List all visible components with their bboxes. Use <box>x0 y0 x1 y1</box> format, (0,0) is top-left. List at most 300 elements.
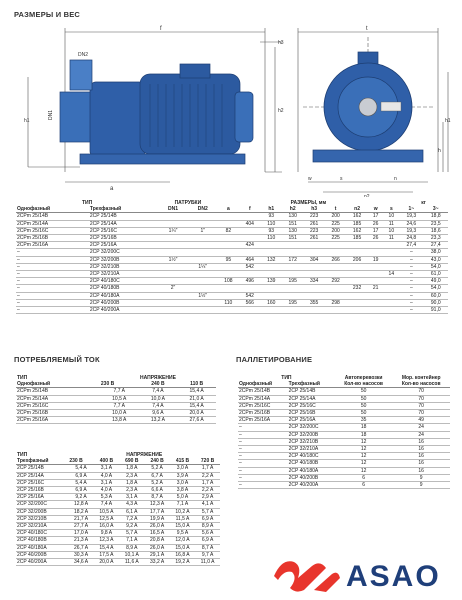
dims-cell: 151 <box>282 235 303 242</box>
dims-cell <box>239 213 260 220</box>
cur3-cell: 11,0 A <box>195 559 220 566</box>
dims-cell <box>282 292 303 299</box>
dims-cell <box>188 256 218 263</box>
cur1-cell: 2CPm 25/14B <box>16 388 100 395</box>
dims-cell <box>282 249 303 256</box>
dims-cell <box>158 299 188 306</box>
cur1-cell: 7,4 A <box>139 402 178 409</box>
dims-cell: – <box>399 271 423 278</box>
cur3-cell: 16,8 A <box>170 551 195 558</box>
cur3-cell: 8,7 A <box>195 544 220 551</box>
pal-row <box>238 424 450 431</box>
dims-cell: 38,0 <box>424 249 448 256</box>
cur3-cell: 17,0 A <box>68 530 93 537</box>
dims-cell <box>303 292 324 299</box>
pal-row <box>238 388 450 395</box>
cur3-row <box>16 559 220 566</box>
cur3-cell: 12,3 A <box>144 501 169 508</box>
dims-cell: 2CP 40/200B <box>89 299 158 306</box>
cur3-cell: 21,7 A <box>68 515 93 522</box>
dims-col-header: h3 <box>303 206 324 213</box>
dims-cell: 90,0 <box>424 299 448 306</box>
pal-cell: 9 <box>392 482 450 489</box>
pal-row <box>238 474 450 481</box>
asao-logo <box>268 548 458 596</box>
pallet-section-title: ПАЛЛЕТИРОВАНИЕ <box>236 355 313 364</box>
dims-cell: 223 <box>303 213 324 220</box>
dims-cell: 10 <box>383 213 399 220</box>
dims-cell: 18,8 <box>424 213 448 220</box>
pal-cell: – <box>238 424 288 431</box>
pal-cell: 18 <box>335 431 393 438</box>
dims-cell: 2CP 32/210B <box>89 263 158 270</box>
dims-cell: 2CPm 25/14A <box>16 220 89 227</box>
dims-cell <box>158 220 188 227</box>
dims-cell <box>239 271 260 278</box>
cur3-cell: 7,1 A <box>119 537 144 544</box>
dims-cell: 200 <box>325 227 346 234</box>
dims-row <box>16 213 448 220</box>
dims-cell <box>261 271 282 278</box>
dims-cell: 404 <box>239 220 260 227</box>
dims-cell <box>188 242 218 249</box>
cur3-cell: 7,2 A <box>119 515 144 522</box>
dims-cell <box>383 249 399 256</box>
dims-cell <box>239 227 260 234</box>
pal-row <box>238 402 450 409</box>
dims-col-header: s <box>383 206 399 213</box>
dims-cell: 206 <box>346 256 367 263</box>
dims-cell <box>368 271 384 278</box>
dim-label-n: n <box>394 176 397 182</box>
dims-table <box>16 200 448 314</box>
cur3-row <box>16 537 220 544</box>
dims-cell <box>282 263 303 270</box>
dims-cell: 61,0 <box>424 271 448 278</box>
pal-row <box>238 431 450 438</box>
cur3-cell: 6,1 A <box>119 508 144 515</box>
cur3-cell: 5,0 A <box>170 494 195 501</box>
pal-row <box>238 417 450 424</box>
dims-cell <box>188 249 218 256</box>
pal-cell: 70 <box>392 388 450 395</box>
cur3-cell: 3,0 A <box>170 479 195 486</box>
dims-cell: 26 <box>368 235 384 242</box>
dims-cell: 2CP 40/180A <box>89 292 158 299</box>
cur1-col-header: 230 В <box>100 381 139 388</box>
pal-cell: 18 <box>335 424 393 431</box>
pal-col-header: Кол-во насосов <box>392 381 450 388</box>
pal-cell: 16 <box>392 438 450 445</box>
dims-cell: – <box>399 256 423 263</box>
dims-cell <box>218 271 239 278</box>
dims-cell: 225 <box>325 235 346 242</box>
dims-cell <box>346 242 367 249</box>
dims-cell <box>325 271 346 278</box>
pal-cell: 50 <box>335 388 393 395</box>
pal-cell: – <box>238 431 288 438</box>
dims-row <box>16 256 448 263</box>
cur1-cell: 2CPm 25/16A <box>16 417 100 424</box>
cur1-cell: 7,4 A <box>139 388 178 395</box>
pal-cell: 2CP 32/200C <box>288 424 335 431</box>
dims-cell: 172 <box>282 256 303 263</box>
cur3-cell: 18,2 A <box>68 508 93 515</box>
dims-cell: 2CP 32/210A <box>89 271 158 278</box>
dims-cell <box>188 307 218 314</box>
cur3-cell: 1,7 A <box>195 479 220 486</box>
pal-row <box>238 467 450 474</box>
cur3-cell: 2CP 25/16C <box>16 479 68 486</box>
cur3-cell: 2,9 A <box>195 494 220 501</box>
cur1-row <box>16 402 216 409</box>
dim-label-w: w <box>308 176 312 182</box>
cur3-cell: 6,9 A <box>68 472 93 479</box>
dims-cell: 2CPm 25/16C <box>16 227 89 234</box>
dims-cell: 225 <box>325 220 346 227</box>
dims-row <box>16 307 448 314</box>
pal-cell: 2CPm 25/16A <box>238 417 288 424</box>
cur3-cell: 3,0 A <box>170 465 195 472</box>
current-section-title: ПОТРЕБЛЯЕМЫЙ ТОК <box>14 355 100 364</box>
dims-cell <box>239 285 260 292</box>
dims-cell: 292 <box>325 278 346 285</box>
dims-cell: 1" <box>188 227 218 234</box>
cur1-col-header: 110 В <box>177 381 216 388</box>
cur3-col-header: 240 В <box>144 458 169 465</box>
dim-label-f: f <box>160 26 162 32</box>
dims-cell <box>383 278 399 285</box>
dims-cell: – <box>16 278 89 285</box>
dims-cell: 200 <box>325 213 346 220</box>
dims-cell: 24,8 <box>399 235 423 242</box>
dim-label-s: s <box>340 176 343 182</box>
pal-cell: 16 <box>392 446 450 453</box>
dims-cell: 110 <box>261 220 282 227</box>
cur3-cell: 5,6 A <box>195 530 220 537</box>
pal-cell: 2CPm 25/16B <box>238 410 288 417</box>
cur1-cell: 10,5 A <box>100 395 139 402</box>
dims-cell <box>261 307 282 314</box>
dims-cell: 19,3 <box>399 227 423 234</box>
dims-cell: 2CP 40/180B <box>89 285 158 292</box>
pal-group-type: ТИП <box>281 375 292 381</box>
dims-cell <box>282 285 303 292</box>
dims-cell: 21 <box>368 285 384 292</box>
pal-cell: 2CP 40/180C <box>288 453 335 460</box>
dims-cell: 185 <box>346 235 367 242</box>
cur3-cell: 29,1 A <box>144 551 169 558</box>
dims-cell: 261 <box>303 235 324 242</box>
dims-col-header: 1~ <box>399 206 423 213</box>
pal-row <box>238 410 450 417</box>
cur3-row <box>16 544 220 551</box>
cur3-cell: 2CP 40/200A <box>16 559 68 566</box>
dims-cell <box>368 278 384 285</box>
pal-cell: 70 <box>392 402 450 409</box>
cur3-row <box>16 508 220 515</box>
dims-col-header: 3~ <box>424 206 448 213</box>
dims-cell: 17 <box>368 213 384 220</box>
dims-col-header: f <box>239 206 260 213</box>
cur3-cell: 12,5 A <box>94 515 119 522</box>
cur1-cell: 13,8 A <box>100 417 139 424</box>
dims-cell <box>346 278 367 285</box>
cur1-cell: 15,4 A <box>177 388 216 395</box>
cur1-cell: 2CPm 25/16C <box>16 402 100 409</box>
cur3-cell: 11,6 A <box>119 559 144 566</box>
cur3-row <box>16 472 220 479</box>
dims-cell: 185 <box>346 220 367 227</box>
dims-cell: 93 <box>261 213 282 220</box>
pal-cell: 16 <box>392 453 450 460</box>
cur3-col-header: 720 В <box>195 458 220 465</box>
cur3-cell: 12,8 A <box>68 501 93 508</box>
dims-cell <box>303 242 324 249</box>
dims-cell: 130 <box>282 227 303 234</box>
cur1-col-header: Однофазный <box>16 381 100 388</box>
cur3-cell: 4,0 A <box>94 472 119 479</box>
dims-cell <box>383 307 399 314</box>
dims-cell <box>368 263 384 270</box>
dims-cell: 2CP 25/14B <box>89 213 158 220</box>
cur3-cell: 6,6 A <box>144 487 169 494</box>
pal-cell: – <box>238 438 288 445</box>
dims-cell <box>303 285 324 292</box>
pal-cell: – <box>238 482 288 489</box>
cur3-cell: 2,3 A <box>119 487 144 494</box>
cur3-row <box>16 479 220 486</box>
dim-label-n2: n2 <box>364 194 370 197</box>
dims-cell <box>188 220 218 227</box>
pal-cell: – <box>238 446 288 453</box>
cur3-cell: 5,4 A <box>68 465 93 472</box>
dims-cell <box>383 285 399 292</box>
pal-col-header: Трехфазный <box>288 381 335 388</box>
dims-cell: 496 <box>239 278 260 285</box>
dims-cell: 27,4 <box>399 242 423 249</box>
dims-cell <box>368 299 384 306</box>
cur3-row <box>16 551 220 558</box>
dims-cell <box>346 249 367 256</box>
current-three-table <box>16 452 220 566</box>
dims-cell <box>325 292 346 299</box>
dims-cell: 1¼" <box>158 227 188 234</box>
dims-cell <box>303 271 324 278</box>
pal-cell: 50 <box>335 395 393 402</box>
dims-cell <box>261 242 282 249</box>
dims-cell <box>303 249 324 256</box>
cur1-row <box>16 388 216 395</box>
dims-cell <box>218 235 239 242</box>
pal-cell: 50 <box>335 402 393 409</box>
cur3-cell: 2CP 32/210A <box>16 523 68 530</box>
dims-cell <box>346 292 367 299</box>
dims-cell <box>158 307 188 314</box>
cur3-cell: 26,7 A <box>68 544 93 551</box>
cur3-cell: 19,9 A <box>144 515 169 522</box>
dims-cell <box>261 249 282 256</box>
cur3-row <box>16 515 220 522</box>
dims-cell: 304 <box>303 256 324 263</box>
dims-cell: 542 <box>239 292 260 299</box>
cur3-cell: 2CP 32/200B <box>16 508 68 515</box>
cur3-cell: 3,1 A <box>94 465 119 472</box>
dims-cell: 2CP 25/14A <box>89 220 158 227</box>
cur3-cell: 3,8 A <box>170 487 195 494</box>
pal-cell: 2CP 32/210B <box>288 438 335 445</box>
cur3-cell: 21,3 A <box>68 537 93 544</box>
dims-cell <box>261 263 282 270</box>
cur3-row <box>16 487 220 494</box>
pal-row <box>238 446 450 453</box>
cur3-cell: 17,7 A <box>144 508 169 515</box>
cur3-cell: 7,1 A <box>170 501 195 508</box>
dims-cell: – <box>16 263 89 270</box>
cur3-cell: 2CP 40/180B <box>16 537 68 544</box>
pal-cell: 2CP 40/200B <box>288 474 335 481</box>
dims-cell <box>325 263 346 270</box>
dims-cell: 2" <box>158 285 188 292</box>
pump-side-drawing <box>20 22 285 197</box>
pal-cell: – <box>238 453 288 460</box>
dims-cell <box>188 299 218 306</box>
pal-group-truck: Автоперевозки <box>344 375 383 381</box>
cur1-group-type: ТИП <box>17 375 28 381</box>
dims-cell: – <box>399 292 423 299</box>
dims-cell: 2CP 25/16C <box>89 227 158 234</box>
dims-cell <box>325 285 346 292</box>
dims-cell: 232 <box>346 285 367 292</box>
cur3-col-header: 400 В <box>94 458 119 465</box>
dims-cell: – <box>16 285 89 292</box>
dims-cell: 160 <box>261 299 282 306</box>
pal-cell: 12 <box>335 438 393 445</box>
dims-cell <box>218 242 239 249</box>
pal-cell: 12 <box>335 467 393 474</box>
dims-group-kg: кг <box>421 200 426 206</box>
cur1-cell: 7,7 A <box>100 402 139 409</box>
cur3-row <box>16 523 220 530</box>
dims-cell: – <box>16 292 89 299</box>
pal-cell: 70 <box>392 410 450 417</box>
dims-row <box>16 227 448 234</box>
dims-cell: 2CP 25/16A <box>89 242 158 249</box>
dims-cell: – <box>16 299 89 306</box>
cur3-cell: 5,2 A <box>144 465 169 472</box>
cur1-cell: 21,0 A <box>177 395 216 402</box>
pal-cell: 2CPm 25/14A <box>238 395 288 402</box>
pal-row <box>238 460 450 467</box>
dim-label-h1-front: h1 <box>445 118 451 124</box>
cur1-col-header: 240 В <box>139 381 178 388</box>
dims-cell: 266 <box>325 256 346 263</box>
pal-cell: 2CPm 25/16C <box>238 402 288 409</box>
cur3-cell: 2CP 40/200B <box>16 551 68 558</box>
dims-cell: 298 <box>325 299 346 306</box>
dims-cell <box>383 299 399 306</box>
cur3-cell: 2CP 40/180C <box>16 530 68 537</box>
dim-label-dn1: DN1 <box>48 109 54 120</box>
dims-cell: 261 <box>303 220 324 227</box>
dims-cell: 23,3 <box>424 235 448 242</box>
cur3-cell: 15,0 A <box>170 544 195 551</box>
pal-cell: 2CPm 25/14B <box>238 388 288 395</box>
cur3-cell: 6,9 A <box>195 515 220 522</box>
dims-cell <box>188 285 218 292</box>
cur3-cell: 2CP 25/14B <box>16 465 68 472</box>
dims-cell <box>158 278 188 285</box>
cur3-cell: 15,0 A <box>170 523 195 530</box>
current-single-table <box>16 375 216 424</box>
cur3-group-voltage: НАПРЯЖЕНИЕ <box>126 452 163 458</box>
dims-cell <box>218 307 239 314</box>
dims-group-type: ТИП <box>81 200 93 206</box>
cur3-cell: 3,1 A <box>119 494 144 501</box>
dims-cell: 10 <box>383 227 399 234</box>
dim-label-t: t <box>366 26 368 32</box>
dims-cell: 17 <box>368 227 384 234</box>
dims-cell <box>325 307 346 314</box>
cur3-col-header: Трехфазный <box>16 458 68 465</box>
cur3-cell: 20,0 A <box>94 559 119 566</box>
dim-label-a: a <box>110 186 114 192</box>
cur3-cell: 5,3 A <box>94 494 119 501</box>
cur3-row <box>16 501 220 508</box>
cur3-cell: 16,0 A <box>94 523 119 530</box>
pal-cell: 70 <box>392 395 450 402</box>
dims-cell: 424 <box>239 242 260 249</box>
cur3-col-header: 690 В <box>119 458 144 465</box>
dims-cell: – <box>16 307 89 314</box>
dims-cell: 26 <box>368 220 384 227</box>
cur3-cell: 10,1 A <box>119 551 144 558</box>
dims-cell <box>368 242 384 249</box>
cur3-cell: 6,9 A <box>68 487 93 494</box>
cur3-row <box>16 494 220 501</box>
dims-cell <box>346 271 367 278</box>
dims-cell <box>325 249 346 256</box>
dims-cell: – <box>399 307 423 314</box>
dim-label-h: h <box>438 148 441 154</box>
dims-cell: 2CP 25/16B <box>89 235 158 242</box>
cur3-cell: 4,3 A <box>119 501 144 508</box>
dims-col-header: w <box>368 206 384 213</box>
dims-cell <box>239 235 260 242</box>
dims-row <box>16 249 448 256</box>
dims-cell: 11 <box>383 235 399 242</box>
dims-cell: 130 <box>282 213 303 220</box>
pal-cell: 2CP 40/180A <box>288 467 335 474</box>
dims-cell <box>188 278 218 285</box>
cur3-cell: 12,3 A <box>94 537 119 544</box>
cur3-cell: 20,8 A <box>144 537 169 544</box>
pal-cell: – <box>238 460 288 467</box>
pal-row <box>238 395 450 402</box>
dims-cell: – <box>399 278 423 285</box>
dims-cell: 2CPm 25/16B <box>16 235 89 242</box>
dims-cell: 27,4 <box>424 242 448 249</box>
pal-cell: 49 <box>392 417 450 424</box>
dims-cell <box>261 285 282 292</box>
dims-cell <box>158 213 188 220</box>
pal-cell: 6 <box>335 474 393 481</box>
cur1-cell: 2CPm 25/14A <box>16 395 100 402</box>
dims-row <box>16 292 448 299</box>
dims-cell: 132 <box>261 256 282 263</box>
cur3-cell: 26,0 A <box>144 544 169 551</box>
pal-cell: – <box>238 474 288 481</box>
